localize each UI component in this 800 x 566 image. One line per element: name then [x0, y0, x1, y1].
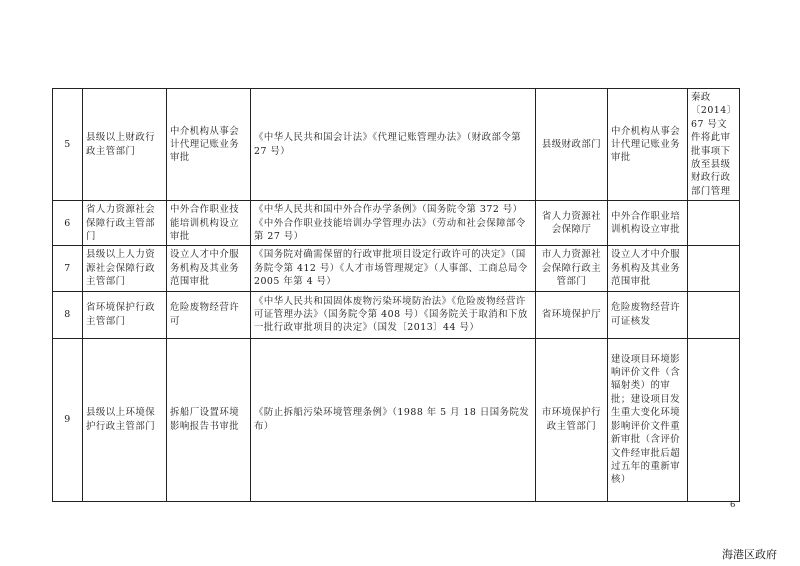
adjusted-item: 中介机构从事会计代理记账业务审批 — [608, 89, 688, 201]
legal-basis: 《防止拆船污染环境管理条例》（1988 年 5 月 18 日国务院发布） — [251, 338, 536, 501]
adjusted-item: 中外合作职业培训机构设立审批 — [608, 201, 688, 246]
item-name: 中外合作职业技能培训机构设立审批 — [167, 201, 251, 246]
responsible-department: 省环境保护厅 — [536, 291, 608, 338]
original-authority: 县级以上人力资源社会保障行政主管部门 — [83, 246, 167, 291]
original-authority: 省环境保护行政主管部门 — [83, 291, 167, 338]
row-number: 9 — [53, 338, 83, 501]
responsible-department: 市人力资源社会保障行政主管部门 — [536, 246, 608, 291]
table-row — [53, 246, 740, 291]
legal-basis: 《中华人民共和国中外合作办学条例》（国务院令第 372 号）《中外合作职业技能培训办学管理办法》（劳动和社会保障部令第 27 号） — [251, 201, 536, 246]
table-row — [53, 89, 740, 201]
table-row — [53, 291, 740, 338]
remark — [688, 246, 740, 291]
legal-basis: 《国务院对确需保留的行政审批项目设定行政许可的决定》（国务院令第 412 号）《人才市场管理规定》（人事部、工商总局令 2005 年第 4 号） — [251, 246, 536, 291]
responsible-department: 县级财政部门 — [536, 89, 608, 201]
row-number: 5 — [53, 89, 83, 201]
table-row — [53, 338, 740, 501]
row-number: 8 — [53, 291, 83, 338]
item-name: 危险废物经营许可 — [167, 291, 251, 338]
remark — [688, 338, 740, 501]
responsible-department: 省人力资源社会保障厅 — [536, 201, 608, 246]
item-name: 设立人才中介服务机构及其业务范围审批 — [167, 246, 251, 291]
remark — [688, 201, 740, 246]
original-authority: 县级以上环境保护行政主管部门 — [83, 338, 167, 501]
row-number: 7 — [53, 246, 83, 291]
original-authority: 省人力资源社会保障行政主管部门 — [83, 201, 167, 246]
table-row — [53, 201, 740, 246]
item-name: 拆船厂设置环境影响报告书审批 — [167, 338, 251, 501]
responsible-department: 市环境保护行政主管部门 — [536, 338, 608, 501]
adjusted-item: 设立人才中介服务机构及其业务范围审批 — [608, 246, 688, 291]
adjusted-item: 危险废物经营许可证核发 — [608, 291, 688, 338]
watermark-label: 海港区政府 — [722, 548, 777, 561]
item-name: 中介机构从事会计代理记账业务审批 — [167, 89, 251, 201]
legal-basis: 《中华人民共和国固体废物污染环境防治法》《危险废物经营许可证管理办法》（国务院令第 408 号）《国务院关于取消和下放一批行政审批项目的决定》（国发〔2013〕44 号） — [251, 291, 536, 338]
legal-basis: 《中华人民共和国会计法》《代理记账管理办法》（财政部令第 27 号） — [251, 89, 536, 201]
remark: 秦政〔2014〕67 号文件将此审批事项下放至县级财政行政部门管理 — [688, 89, 740, 201]
row-number: 6 — [53, 201, 83, 246]
approval-items-table — [52, 88, 740, 502]
original-authority: 县级以上财政行政主管部门 — [83, 89, 167, 201]
page-number: 6 — [730, 500, 736, 510]
adjusted-item: 建设项目环境影响评价文件（含辐射类）的审批；建设项目发生重大变化环境影响评价文件重新审批（含评价文件经审批后超过五年的重新审核） — [608, 338, 688, 501]
remark — [688, 291, 740, 338]
